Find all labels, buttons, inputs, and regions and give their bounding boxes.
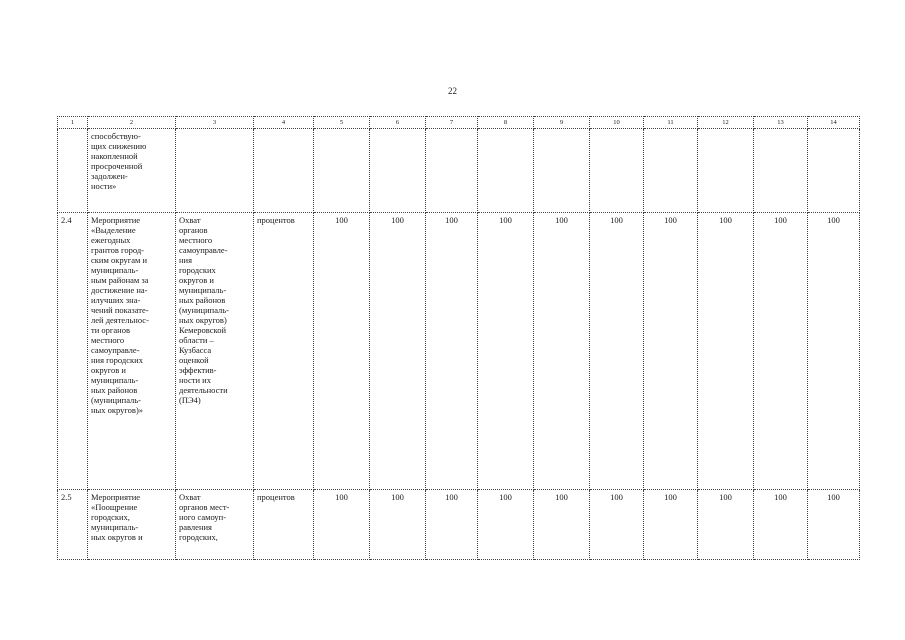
- column-header: 14: [808, 117, 860, 129]
- column-header: 4: [254, 117, 314, 129]
- value-cell: 100: [314, 490, 370, 560]
- column-header: 10: [590, 117, 644, 129]
- column-header: 3: [176, 117, 254, 129]
- column-header: 2: [88, 117, 176, 129]
- value-cell: [314, 129, 370, 213]
- value-cell: 100: [590, 213, 644, 490]
- value-cell: 100: [698, 490, 754, 560]
- header-row: [58, 117, 860, 129]
- value-cell: 100: [754, 490, 808, 560]
- value-cell: 100: [370, 213, 426, 490]
- value-cell: 100: [590, 490, 644, 560]
- value-cell: 100: [426, 490, 478, 560]
- value-cell: 100: [644, 490, 698, 560]
- indicator-name: [176, 129, 254, 213]
- event-name: Мероприятие «Поощрение городских, муниципаль- ных округов и: [88, 490, 176, 560]
- row-number: 2.5: [58, 490, 88, 560]
- unit-cell: процентов: [254, 213, 314, 490]
- value-cell: 100: [644, 213, 698, 490]
- value-cell: 100: [534, 213, 590, 490]
- value-cell: [534, 129, 590, 213]
- event-name: способствую- щих снижению накопленной просроченной задолжен- ности»: [88, 129, 176, 213]
- column-header: 8: [478, 117, 534, 129]
- column-header: 12: [698, 117, 754, 129]
- value-cell: [644, 129, 698, 213]
- value-cell: 100: [754, 213, 808, 490]
- value-cell: 100: [478, 490, 534, 560]
- page-number: 22: [448, 86, 457, 96]
- value-cell: 100: [478, 213, 534, 490]
- row-number: [58, 129, 88, 213]
- column-header: 5: [314, 117, 370, 129]
- column-header: 9: [534, 117, 590, 129]
- value-cell: 100: [370, 490, 426, 560]
- value-cell: [590, 129, 644, 213]
- unit-cell: процентов: [254, 490, 314, 560]
- value-cell: [478, 129, 534, 213]
- indicators-table: [57, 116, 860, 560]
- row-number: 2.4: [58, 213, 88, 490]
- value-cell: 100: [808, 490, 860, 560]
- table-row: [58, 213, 860, 490]
- event-name: Мероприятие «Выделение ежегодных грантов город- ским округам и муниципаль- ным районам за достижение на- илучших зна- чений показате- лей деятельнос- ти органов местного самоуправле- ния городских округов и муниципаль- ных районов (муниципаль- ных округов)»: [88, 213, 176, 490]
- unit-cell: [254, 129, 314, 213]
- value-cell: [808, 129, 860, 213]
- value-cell: [754, 129, 808, 213]
- value-cell: 100: [314, 213, 370, 490]
- value-cell: [698, 129, 754, 213]
- column-header: 11: [644, 117, 698, 129]
- value-cell: 100: [534, 490, 590, 560]
- column-header: 6: [370, 117, 426, 129]
- column-header: 1: [58, 117, 88, 129]
- indicator-name: Охват органов мест- ного самоуп- равления городских,: [176, 490, 254, 560]
- table-row: [58, 129, 860, 213]
- value-cell: 100: [426, 213, 478, 490]
- indicator-name: Охват органов местного самоуправле- ния городских округов и муниципаль- ных районов (муниципаль- ных округов) Кемеровской области – Кузбасса оценкой эффектив- ности их деятельности (ПЭ4): [176, 213, 254, 490]
- column-header: 13: [754, 117, 808, 129]
- value-cell: [370, 129, 426, 213]
- column-header: 7: [426, 117, 478, 129]
- value-cell: 100: [698, 213, 754, 490]
- table-row: [58, 490, 860, 560]
- value-cell: [426, 129, 478, 213]
- value-cell: 100: [808, 213, 860, 490]
